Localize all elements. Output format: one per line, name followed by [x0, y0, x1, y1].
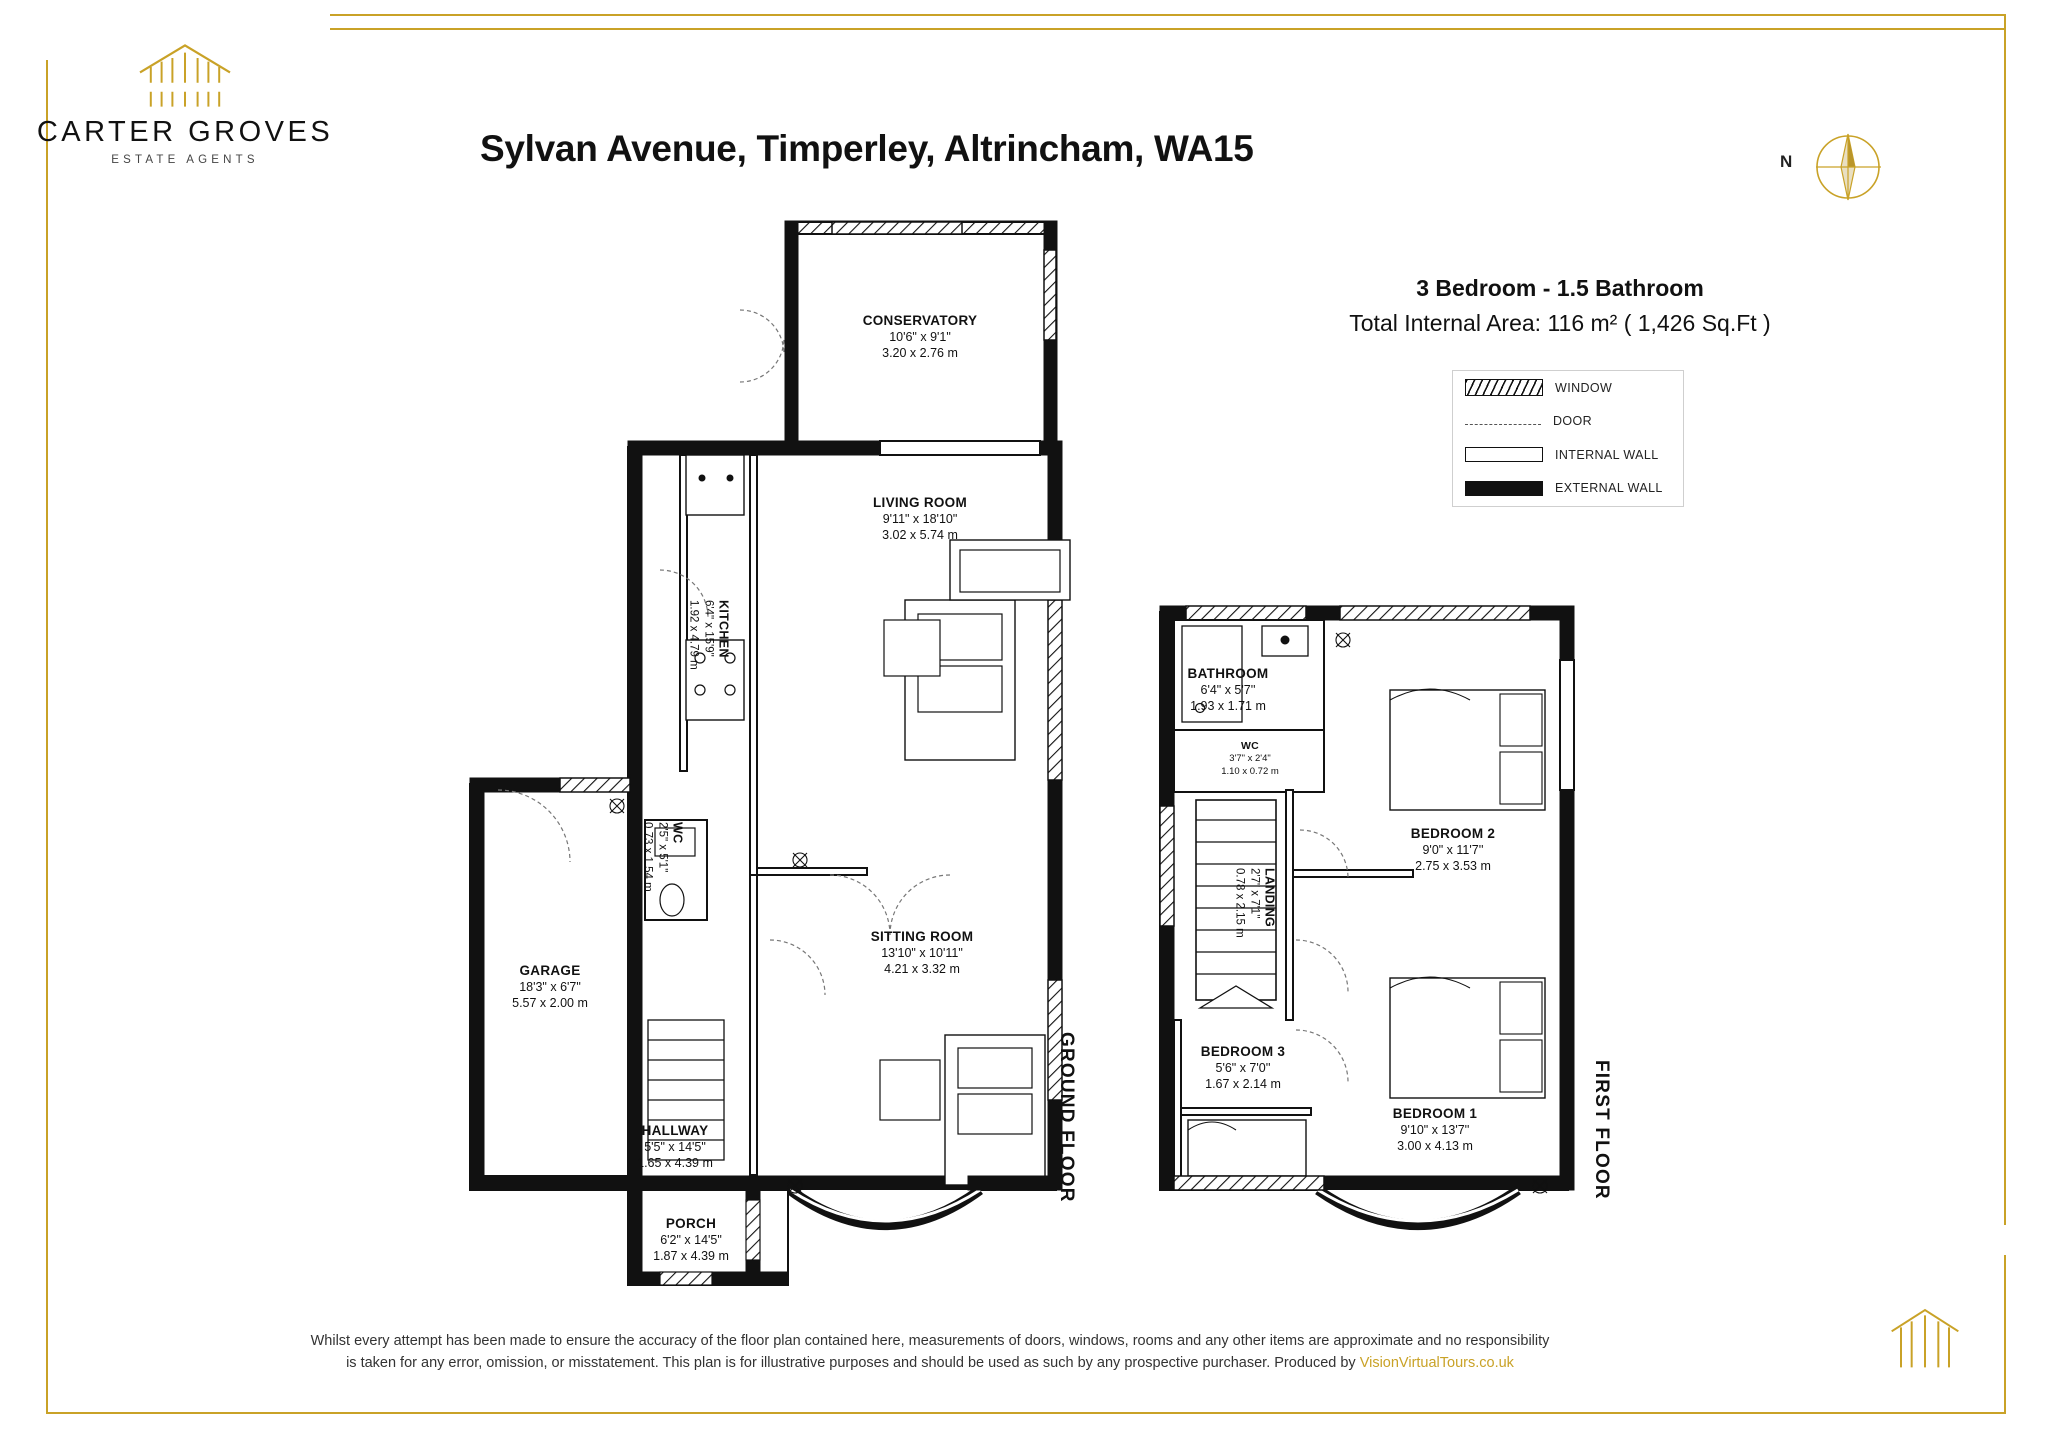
room-label-garage: GARAGE 18'3" x 6'7" 5.57 x 2.00 m — [512, 963, 588, 1011]
room-label-conservatory: CONSERVATORY 10'6" x 9'1" 3.20 x 2.76 m — [862, 313, 978, 361]
ground-floor-label: GROUND FLOOR — [1056, 1032, 1077, 1203]
first-floor-label: FIRST FLOOR — [1591, 1060, 1612, 1200]
room-label-living-room: LIVING ROOM 9'11" x 18'10" 3.02 x 5.74 m — [872, 495, 968, 543]
legend-label-window: WINDOW — [1555, 380, 1613, 395]
company-name: CARTER GROVES — [36, 116, 334, 148]
room-label-bathroom: BATHROOM 6'4" x 5'7'' 1.93 x 1.71 m — [1187, 666, 1269, 714]
summary-rooms: 3 Bedroom - 1.5 Bathroom — [1416, 275, 1704, 301]
legend-label-door: DOOR — [1553, 414, 1593, 429]
room-label-wc-ground: WC 2'5" x 5'1" 0.73 x 1.54 m — [641, 822, 685, 892]
room-label-landing: LANDING 2'7" x 7'1'' 0.78 x 2.15 m — [1233, 868, 1277, 938]
room-label-hallway: HALLWAY 5'5" x 14'5" 1.65 x 4.39 m — [637, 1123, 713, 1171]
summary-area: Total Internal Area: 116 m² ( 1,426 Sq.Ft ) — [1349, 310, 1771, 336]
house-outline-icon-small — [1885, 1300, 1965, 1380]
legend-label-internal-wall: INTERNAL WALL — [1555, 447, 1659, 462]
room-label-sitting-room: SITTING ROOM 13'10" x 10'11" 4.21 x 3.32 m — [870, 929, 974, 977]
legend-label-external-wall: EXTERNAL WALL — [1555, 481, 1663, 496]
room-label-bedroom-3: BEDROOM 3 5'6" x 7'0'' 1.67 x 2.14 m — [1200, 1044, 1286, 1092]
room-label-porch: PORCH 6'2" x 14'5" 1.87 x 4.39 m — [653, 1216, 729, 1264]
producer-link[interactable]: VisionVirtualTours.co.uk — [1359, 1355, 1514, 1372]
disclaimer-line-2-text: is taken for any error, omission, or misstatement. This plan is for illustrative purposes and should be used as such by any prospective purchaser. Produced by — [346, 1355, 1360, 1372]
disclaimer-line-1: Whilst every attempt has been made to ensure the accuracy of the floor plan contained here, measurements of doors, windows, rooms and any other items are approximate and no responsibility — [310, 1333, 1550, 1349]
room-label-kitchen: KITCHEN 6'4" x 15'9" 1.92 x 4.79 m — [687, 600, 731, 670]
compass-north-label: N — [1780, 152, 1793, 171]
room-label-bedroom-2: BEDROOM 2 9'0" x 11'7'' 2.75 x 3.53 m — [1410, 826, 1496, 874]
disclaimer-line-2 — [60, 1352, 1800, 1374]
room-label-bedroom-1: BEDROOM 1 9'10" x 13'7'' 3.00 x 4.13 m — [1392, 1106, 1478, 1154]
room-label-wc-first: WC 3'7" x 2'4" 1.10 x 0.72 m — [1221, 740, 1279, 777]
page-title: Sylvan Avenue, Timperley, Altrincham, WA15 — [480, 128, 1254, 169]
disclaimer — [60, 1330, 1800, 1375]
company-tagline: ESTATE AGENTS — [111, 154, 259, 166]
